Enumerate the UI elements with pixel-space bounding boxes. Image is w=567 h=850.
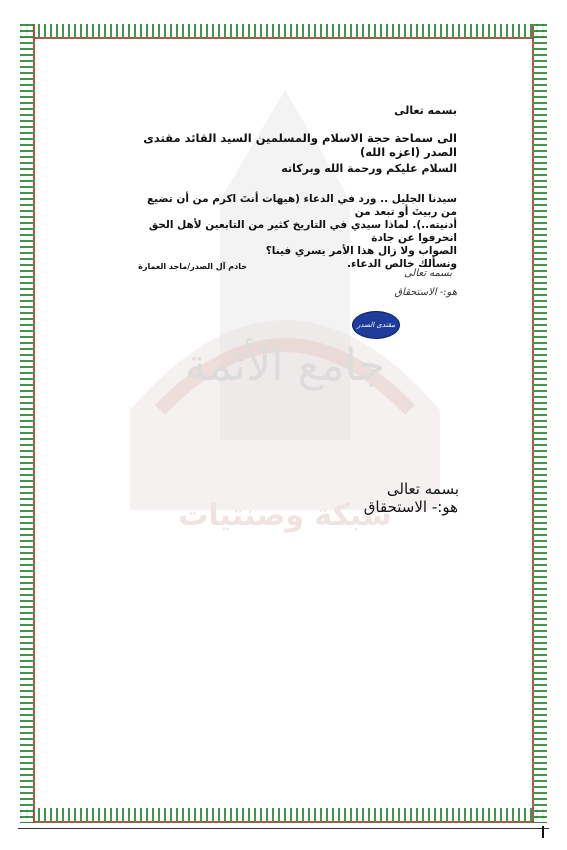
seal-stamp [352, 311, 400, 339]
body-line: الصواب ولا زال هذا الأمر يسري فينا؟ [265, 245, 457, 257]
seal-text: مقتدى الصدر [357, 321, 395, 329]
typed-reply-answer: هو:- الاستحقاق [363, 498, 458, 516]
letter-body [132, 193, 457, 271]
decorative-border-left [20, 24, 35, 823]
decorative-border-right [532, 24, 547, 823]
page-mark [542, 826, 544, 838]
letter-greeting: السلام عليكم ورحمة الله وبركاته [281, 162, 457, 175]
page-rule [18, 828, 549, 829]
watermark-text: جامع الأئمة [184, 340, 386, 391]
body-line: أدنيته..). لماذا سيدي في التاريخ كثير من التابعين لأهل الحق انحرفوا عن جادة [148, 219, 457, 244]
handwritten-answer: هو:- الاستحقاق [394, 287, 457, 298]
letter-heading: بسمه تعالى [394, 104, 457, 117]
watermark-subtext: شبكة وصنتيات [178, 498, 392, 533]
letter-sender: خادم آل الصدر/ماجد العمارة [138, 262, 247, 271]
body-line: ونسألك خالص الدعاء. [347, 258, 457, 270]
typed-reply-heading: بسمه تعالى [386, 480, 459, 498]
decorative-border-bottom [20, 808, 547, 823]
letter-address: الى سماحة حجة الاسلام والمسلمين السيد القائد مقتدى الصدر (اعزه الله) [143, 131, 457, 159]
body-line: سيدنا الجليل .. ورد في الدعاء (هيهات أنتَ اكرم من أن تضيع من ربيتَ أو تبعد من [147, 193, 457, 218]
handwritten-heading: بسمه تعالى [403, 268, 452, 279]
decorative-border-top [20, 24, 547, 39]
